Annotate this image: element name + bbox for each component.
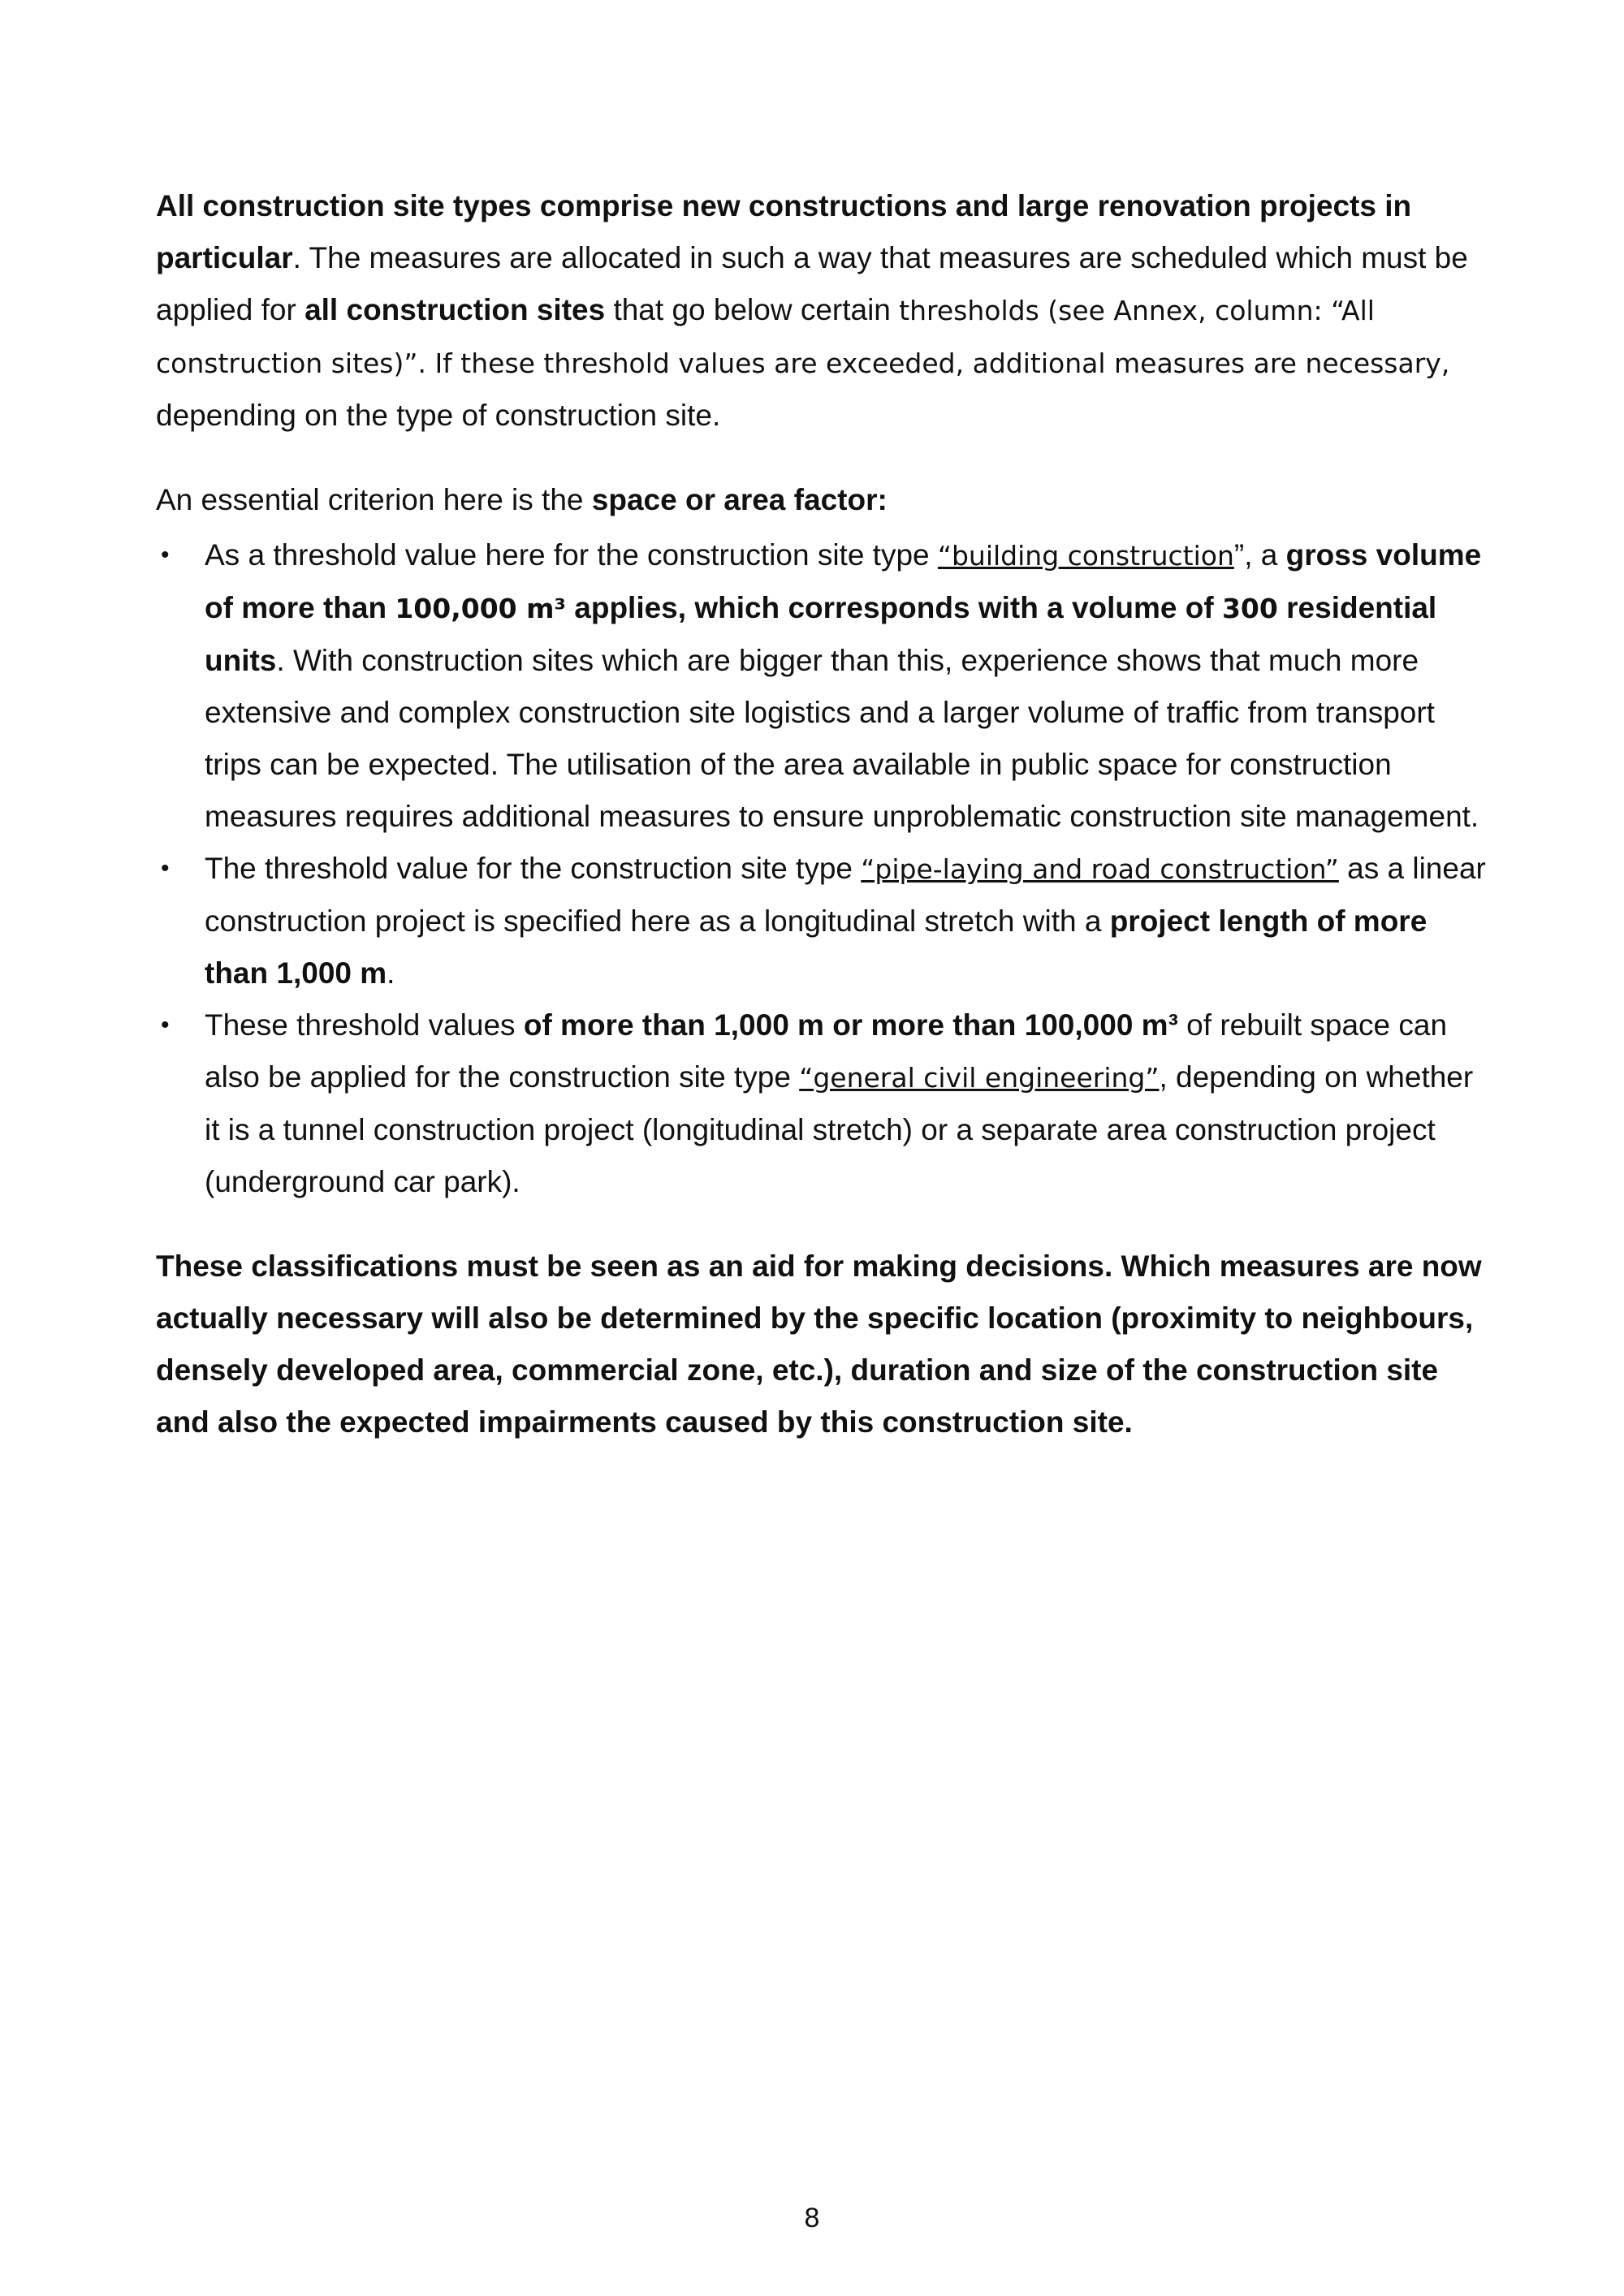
intro-paragraph [156,180,1488,442]
bullet-icon: • [161,855,170,882]
criterion-paragraph [156,474,1488,526]
bullet-bold: gross volume of more than [205,538,1482,624]
intro-text-1: . The measures are allocated in such a way that measures are scheduled which must be applied for [156,241,1468,326]
bullet-bold-units-count: 300 [1221,593,1278,624]
bullet-text: . [387,956,395,990]
bullet-icon: • [161,542,170,568]
intro-bold-all-sites: all construction sites [304,293,606,326]
bullet-text: . With construction sites which are bigger than this, experience shows that much more extensive and complex construction site logistics and a larger volume of traffic from transport trips can be expected. The utilisation of the area available in public space for construction measures requires additional measures to ensure unproblematic construction site management. [205,644,1479,833]
bullet-text: These threshold values [205,1008,524,1042]
list-item-general-civil-engineering [156,999,1488,1208]
intro-bold-lead: All construction site types comprise new constructions and large renovation projects in particular [156,189,1412,274]
bullet-text: of rebuilt space can also be applied for the construction site type [205,1008,1448,1094]
bullet-text: as a linear construction project is specified here as a longitudinal stretch with a [205,852,1486,938]
bullet-icon: • [161,1012,170,1038]
intro-text-2: that go below certain [605,293,900,326]
conclusion-paragraph [156,1241,1488,1448]
link-general-civil-engineering[interactable]: “general civil engineering” [799,1062,1160,1094]
bullet-bold-volume: 100,000 m³ [395,593,566,624]
bullet-text: The threshold value for the construction site type [205,852,862,885]
bullet-bold: residential units [205,591,1437,677]
bullet-bold: of more than 1,000 m or more than 100,000 m³ [523,1008,1178,1042]
conclusion-bold: These classifications must be seen as an aid for making decisions. Which measures are now actually necessary will also be determined by the specific location (proximity to neighbours, densely developed area, commercial zone, etc.), duration and size of the construction site and also the expected impairments caused by this construction site. [156,1249,1482,1439]
bullet-text: ”, a [1233,538,1286,572]
list-item-building-construction [156,529,1488,843]
bullet-text: , depending on whether it is a tunnel construction project (longitudinal stretch) or a separate area construction project (underground car park). [205,1060,1474,1198]
link-building-construction[interactable]: “building construction [937,540,1234,572]
link-pipe-laying-road-construction[interactable]: “pipe-laying and road construction” [861,853,1339,885]
threshold-list [156,529,1488,1208]
bullet-text: As a threshold value here for the construction site type [205,538,938,572]
page-number: 8 [804,2203,820,2233]
bullet-bold: project length of more than 1,000 m [205,904,1427,990]
intro-text-3: depending on the type of construction site. [156,399,721,432]
intro-text-thresholds: thresholds (see Annex, column: “All construction sites)”. If these threshold values are exceeded, additional measures are necessary, [156,295,1450,379]
criterion-text: An essential criterion here is the [156,483,592,516]
criterion-bold: space or area factor: [591,483,888,516]
bullet-bold: applies, which corresponds with a volume of [565,591,1222,624]
document-page [156,180,1488,1448]
list-item-pipe-laying [156,843,1488,999]
